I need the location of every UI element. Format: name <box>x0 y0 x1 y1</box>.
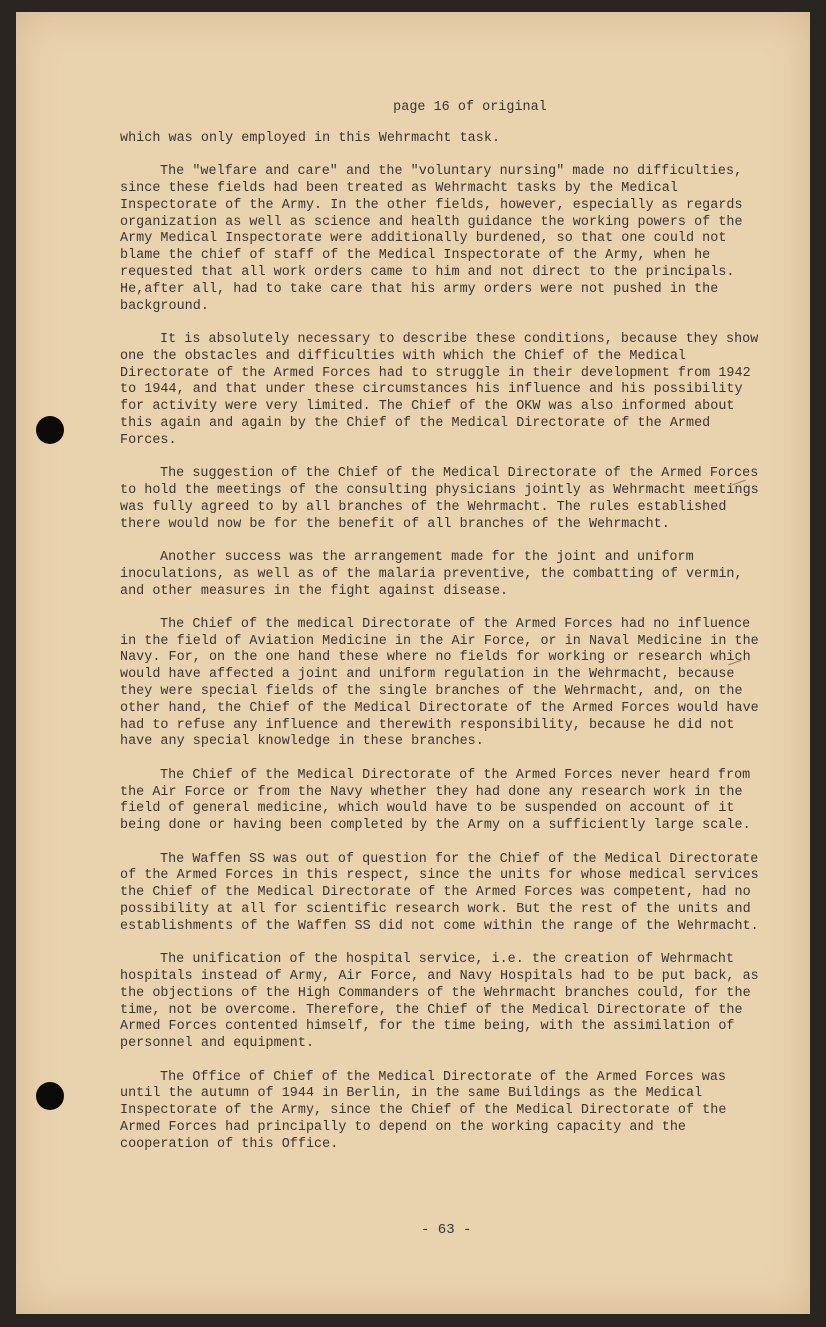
paragraph-5: Another success was the arrangement made for the joint and uniform inoculations, as well as of the malaria preventive, the combatting of vermin, and other measures in the fight against disease. <box>120 549 743 599</box>
paragraph-1: which was only employed in this Wehrmacht task. <box>120 130 501 146</box>
page-number: - 63 - <box>421 1222 472 1238</box>
paragraph-2: The "welfare and care" and the "voluntary nursing" made no difficulties, since these fields had been treated as Wehrmacht tasks by the Medical Inspectorate of the Army. In the other fields, however, especially as regards organization as well as science and health guidance the working powers of the Army Medical Inspectorate were additionally burdened, so that one could not blame the chief of staff of the Medical Inspectorate of the Army, when he requested that all work orders came to him and not direct to the principals. He,after all, had to take care that his army orders were not pushed in the background. <box>120 164 743 314</box>
paragraph-9: The unification of the hospital service, i.e. the creation of Wehrmacht hospitals instead of Army, Air Force, and Navy Hospitals had to be put back, as the objections of the High Commanders of the Wehrmacht branches could, for the time, not be overcome. Therefore, the Chief of the Medical Directorate of the Armed Forces contented himself, for the time being, with the assimilation of personnel and equipment. <box>120 952 759 1052</box>
paragraph-10: The Office of Chief of the Medical Directorate of the Armed Forces was until the autumn of 1944 in Berlin, in the same Buildings as the Medical Inspectorate of the Army, since the Chief of the Medical Directorate of the Armed Forces had principally to depend on the working capacity and the cooperation of this Office. <box>120 1069 727 1152</box>
typed-text-body <box>120 100 760 1170</box>
paragraph-3: It is absolutely necessary to describe these conditions, because they show one the obstacles and difficulties with which the Chief of the Medical Directorate of the Armed Forces had to struggle in their development from 1942 to 1944, and that under these circumstances his influence and his possibility for activity were very limited. The Chief of the OKW was also informed about this again and again by the Chief of the Medical Directorate of the Armed Forces. <box>120 331 759 448</box>
paragraph-8: The Waffen SS was out of question for the Chief of the Medical Directorate of the Armed Forces in this respect, since the units for whose medical services the Chief of the Medical Directorate of the Armed Forces was competent, had no possibility at all for scientific research work. But the rest of the units and establishments of the Waffen SS did not come within the range of the Wehrmacht. <box>120 851 759 934</box>
punch-hole <box>36 416 64 444</box>
punch-hole <box>36 1082 64 1110</box>
document-page <box>16 12 810 1314</box>
page-header: page 16 of original <box>393 100 547 115</box>
paragraph-4: The suggestion of the Chief of the Medical Directorate of the Armed Forces to hold the meetings of the consulting physicians jointly as Wehrmacht meetings was fully agreed to by all branches of the Wehrmacht. The rules established there would now be for the benefit of all branches of the Wehrmacht. <box>120 466 759 532</box>
paragraph-6: The Chief of the medical Directorate of the Armed Forces had no influence in the field of Aviation Medicine in the Air Force, or in Naval Medicine in the Navy. For, on the one hand these where no fields for working or research which would have affected a joint and uniform regulation in the Wehrmacht, because they were special fields of the single branches of the Wehrmacht, and, on the other hand, the Chief of the Medical Directorate of the Armed Forces would have had to refuse any influence and therewith responsibility, because he did not have any special knowledge in these branches. <box>120 616 759 750</box>
paragraph-7: The Chief of the Medical Directorate of the Armed Forces never heard from the Air Force or from the Navy whether they had done any research work in the field of general medicine, which would have to be suspended on account of it being done or having been completed by the Army on a sufficiently large scale. <box>120 767 751 834</box>
